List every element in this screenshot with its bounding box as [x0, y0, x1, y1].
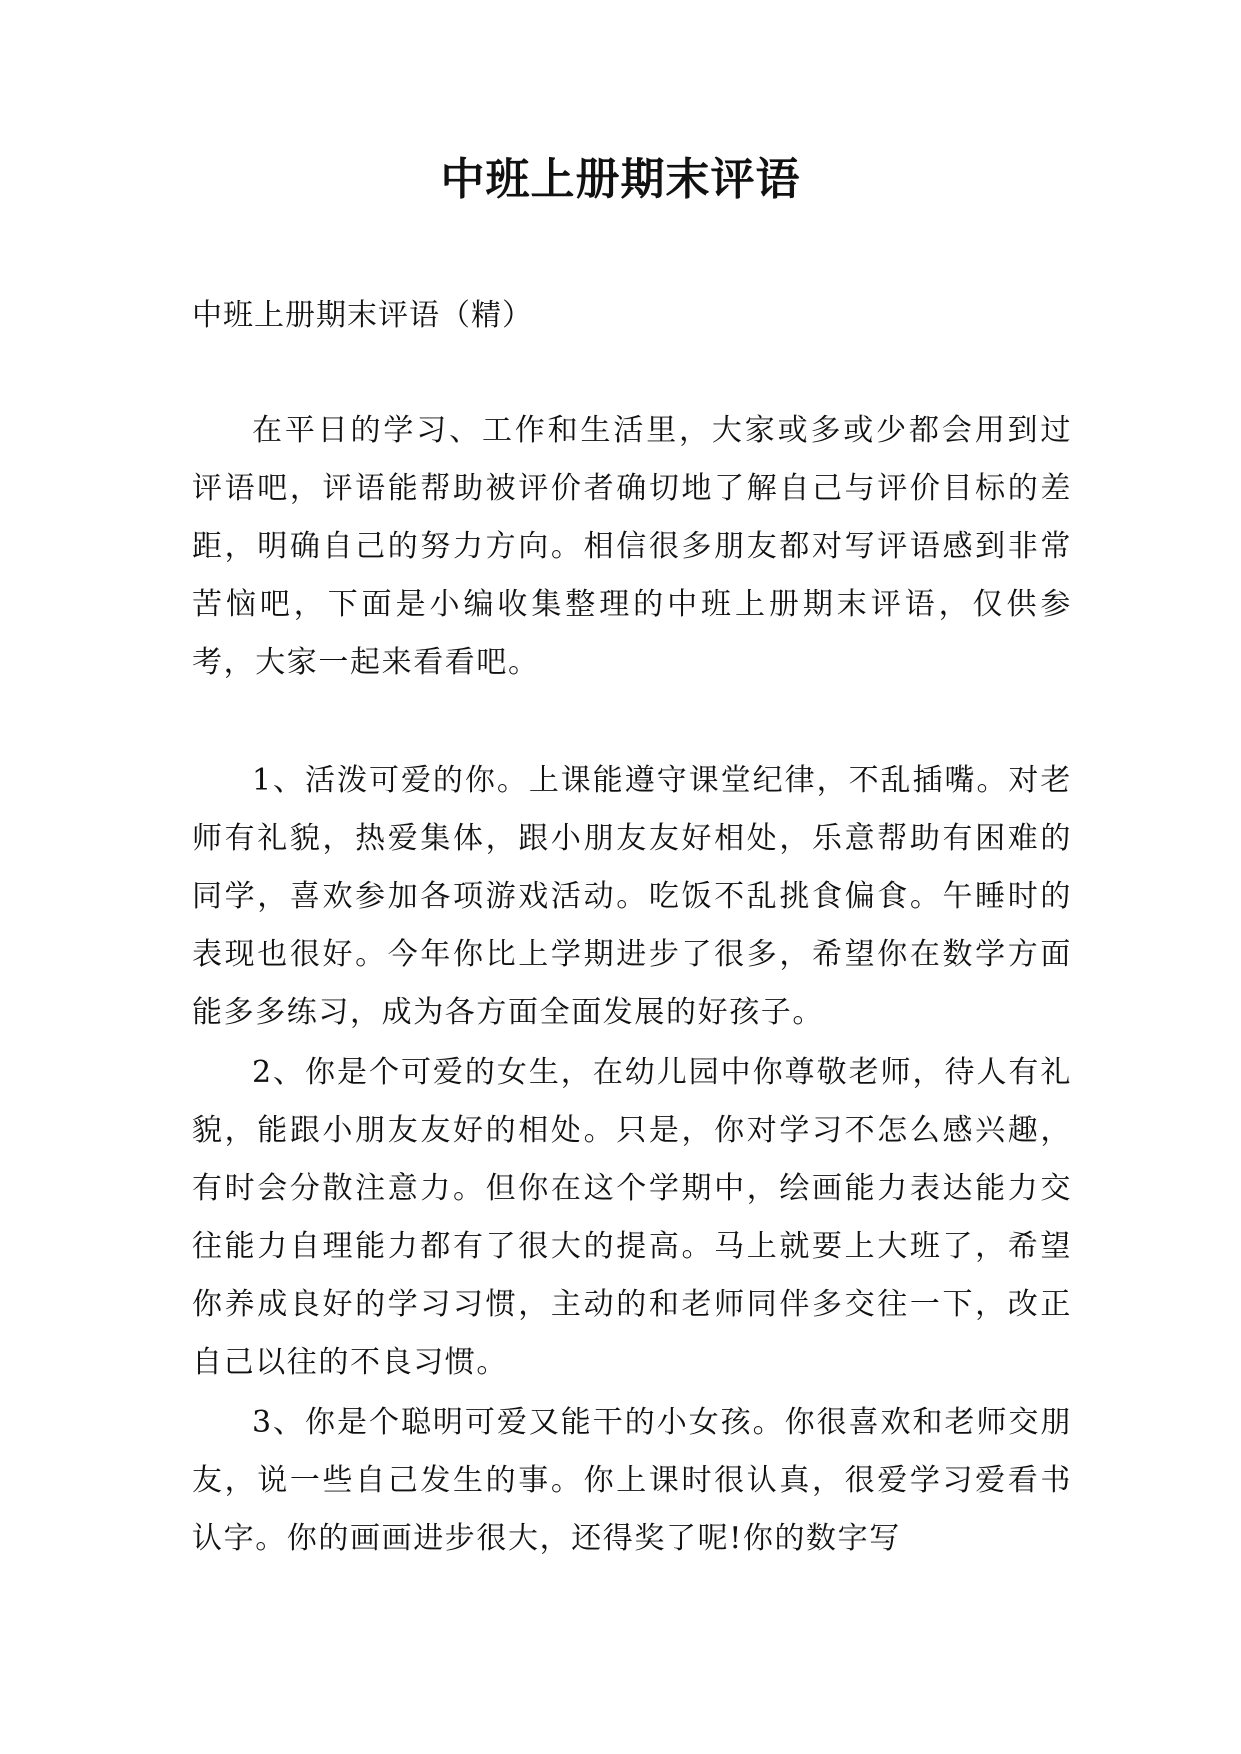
comment-paragraph-3: 3、你是个聪明可爱又能干的小女孩。你很喜欢和老师交朋友，说一些自己发生的事。你上课时很认真，很爱学习爱看书认字。你的画画进步很大，还得奖了呢!你的数字写 — [192, 1405, 1072, 1556]
comment-paragraph-2: 2、你是个可爱的女生，在幼儿园中你尊敬老师，待人有礼貌，能跟小朋友友好的相处。只是，你对学习不怎么感兴趣，有时会分散注意力。但你在这个学期中，绘画能力表达能力交往能力自理能力都有了很大的提高。马上就要上大班了，希望你养成良好的学习习惯，主动的和老师同伴多交往一下，改正自己以往的不良习惯。 — [192, 1055, 1072, 1380]
document-subtitle: 中班上册期末评语（精） — [192, 298, 533, 333]
document-title: 中班上册期末评语 — [440, 154, 801, 205]
intro-paragraph: 在平日的学习、工作和生活里，大家或多或少都会用到过评语吧，评语能帮助被评价者确切地了解自己与评价目标的差距，明确自己的努力方向。相信很多朋友都对写评语感到非常苦恼吧，下面是小编收集整理的中班上册期末评语，仅供参考，大家一起来看看吧。 — [192, 413, 1072, 680]
comment-paragraph-1: 1、活泼可爱的你。上课能遵守课堂纪律，不乱插嘴。对老师有礼貌，热爱集体，跟小朋友友好相处，乐意帮助有困难的同学，喜欢参加各项游戏活动。吃饭不乱挑食偏食。午睡时的表现也很好。今年你比上学期进步了很多，希望你在数学方面能多多练习，成为各方面全面发展的好孩子。 — [192, 763, 1072, 1030]
